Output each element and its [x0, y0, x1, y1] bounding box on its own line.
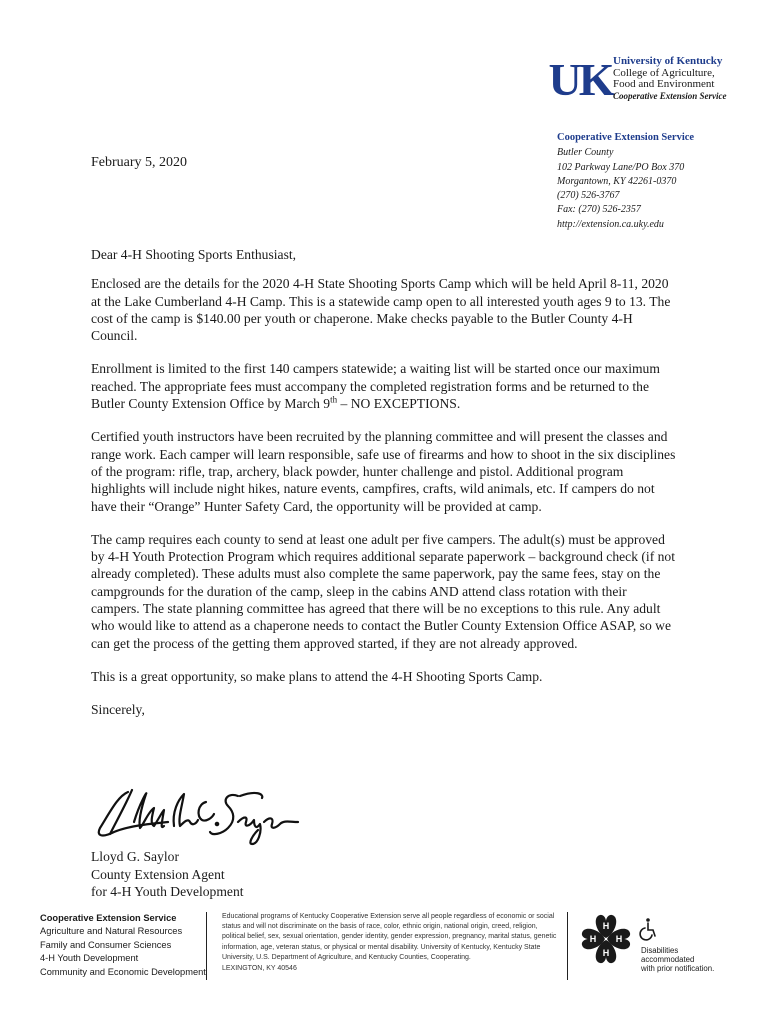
university-name-block: [613, 56, 727, 102]
office-fax: Fax: (270) 526-2357: [557, 204, 641, 216]
footer-nondiscrimination: [222, 912, 557, 974]
footer-program-item: Community and Economic Development: [40, 966, 206, 977]
office-city: Morgantown, KY 42261-0370: [557, 175, 677, 187]
svg-text:H: H: [602, 921, 610, 931]
enrollment-deadline-text: – NO EXCEPTIONS.: [337, 396, 461, 412]
uk-logo-letters: UK: [548, 54, 612, 105]
college-line-2: Food and Environment: [613, 78, 715, 90]
letter-body: [91, 246, 676, 735]
paragraph-camp-details: Enclosed are the details for the 2020 4-H State Shooting Sports Camp which will be held April 8-11, 2020 at the Lake Cumberland 4-H Camp. This is a statewide camp open to all interested youth ages 9 to 13. The cost of the camp is $140.00 per youth or chaperone. Make checks payable to the Butler County 4-H Council.: [91, 276, 671, 344]
footer-programs-title: Cooperative Extension Service: [40, 913, 177, 923]
office-address: 102 Parkway Lane/PO Box 370: [557, 161, 685, 173]
accessibility-line-1: Disabilities: [641, 946, 679, 955]
letter-date: February 5, 2020: [91, 155, 188, 170]
footer-programs: [40, 912, 206, 979]
signer-name: Lloyd G. Saylor: [91, 849, 179, 864]
office-website[interactable]: http://extension.ca.uky.edu: [557, 218, 664, 230]
salutation: Dear 4-H Shooting Sports Enthusiast,: [91, 247, 297, 262]
accessibility-icon: [641, 917, 659, 941]
signer-title: County Extension Agent: [91, 866, 225, 882]
handwritten-signature: [88, 782, 303, 846]
paragraph-instructors: Certified youth instructors have been recruited by the planning committee and will present the classes and range work. Each camper will learn responsible, safe use of firearms and how to shoot in the six disciplines of the program: rifle, trap, archery, black powder, hunter challenge and pistol. Additional program highlights will include night hikes, nature events, campfires, crafts, wild animals, etc. If campers do not have their “Orange” Hunter Safety Card, the opportunity will be provided at camp.: [91, 429, 676, 514]
footer-program-item: Agriculture and Natural Resources: [40, 926, 183, 937]
ordinal-suffix: th: [330, 394, 338, 405]
signature-block: [91, 848, 244, 901]
footer-city: LEXINGTON, KY 40546: [222, 965, 297, 973]
college-line-1: College of Agriculture,: [613, 66, 715, 79]
nondiscrimination-statement: Educational programs of Kentucky Cooperative Extension serve all people regardless of economic or social status and will not discriminate on the basis of race, color, ethnic origin, national origin, creed, religion, political belief, sex, sexual orientation, gender identity, gender expression, pregnancy, marital status, genetic information, age, veteran status, or physical or mental disability. University of Kentucky, Kentucky State University, U.S. Department of Agriculture, and Kentucky Counties, Cooperating.: [222, 913, 557, 961]
closing: Sincerely,: [91, 702, 145, 718]
office-address-block: [557, 131, 694, 232]
accessibility-line-3: with prior notification.: [641, 964, 715, 973]
svg-text:H: H: [615, 934, 623, 944]
accessibility-line-2: accommodated: [641, 955, 695, 964]
uk-logo: [548, 54, 612, 105]
svg-text:H: H: [602, 948, 610, 958]
enrollment-text: Enrollment is limited to the first 140 campers statewide; a waiting list will be started once our maximum reached. The appropriate fees must accompany the completed registration forms and be returned to the Butler County Extension Office by March 9: [91, 361, 660, 412]
paragraph-invitation: This is a great opportunity, so make plans to attend the 4-H Shooting Sports Camp.: [91, 668, 543, 684]
office-title: Cooperative Extension Service: [557, 132, 695, 143]
accessibility-notice: [641, 946, 714, 973]
svg-text:H: H: [589, 934, 597, 944]
paragraph-enrollment: [91, 360, 676, 412]
paragraph-chaperones: The camp requires each county to send at least one adult per five campers. The adult(s) must be approved by 4-H Youth Protection Program which requires additional separate paperwork – background check (if not already completed). These adults must also complete the same paperwork, pay the same fees, stay on the campgrounds for the duration of the camp, sleep in the cabins AND attend class rotation with their campers. The state planning committee has agreed that there will be no exceptions to this rule. Any adult who would like to attend as a chaperone needs to contact the Butler County Extension Office ASAP, so we can get the process of the getting them approved started, if they are not already approved.: [91, 531, 675, 651]
office-county: Butler County: [557, 147, 614, 159]
4h-clover-icon: [578, 911, 634, 967]
university-name: University of Kentucky: [613, 55, 723, 67]
footer-program-item: Family and Consumer Sciences: [40, 939, 172, 950]
office-phone: (270) 526-3767: [557, 190, 620, 202]
extension-service-line: Cooperative Extension Service: [613, 90, 727, 101]
signer-program: for 4-H Youth Development: [91, 884, 244, 899]
footer-divider: [567, 912, 568, 980]
footer-program-item: 4-H Youth Development: [40, 953, 139, 964]
footer-divider: [206, 912, 207, 980]
